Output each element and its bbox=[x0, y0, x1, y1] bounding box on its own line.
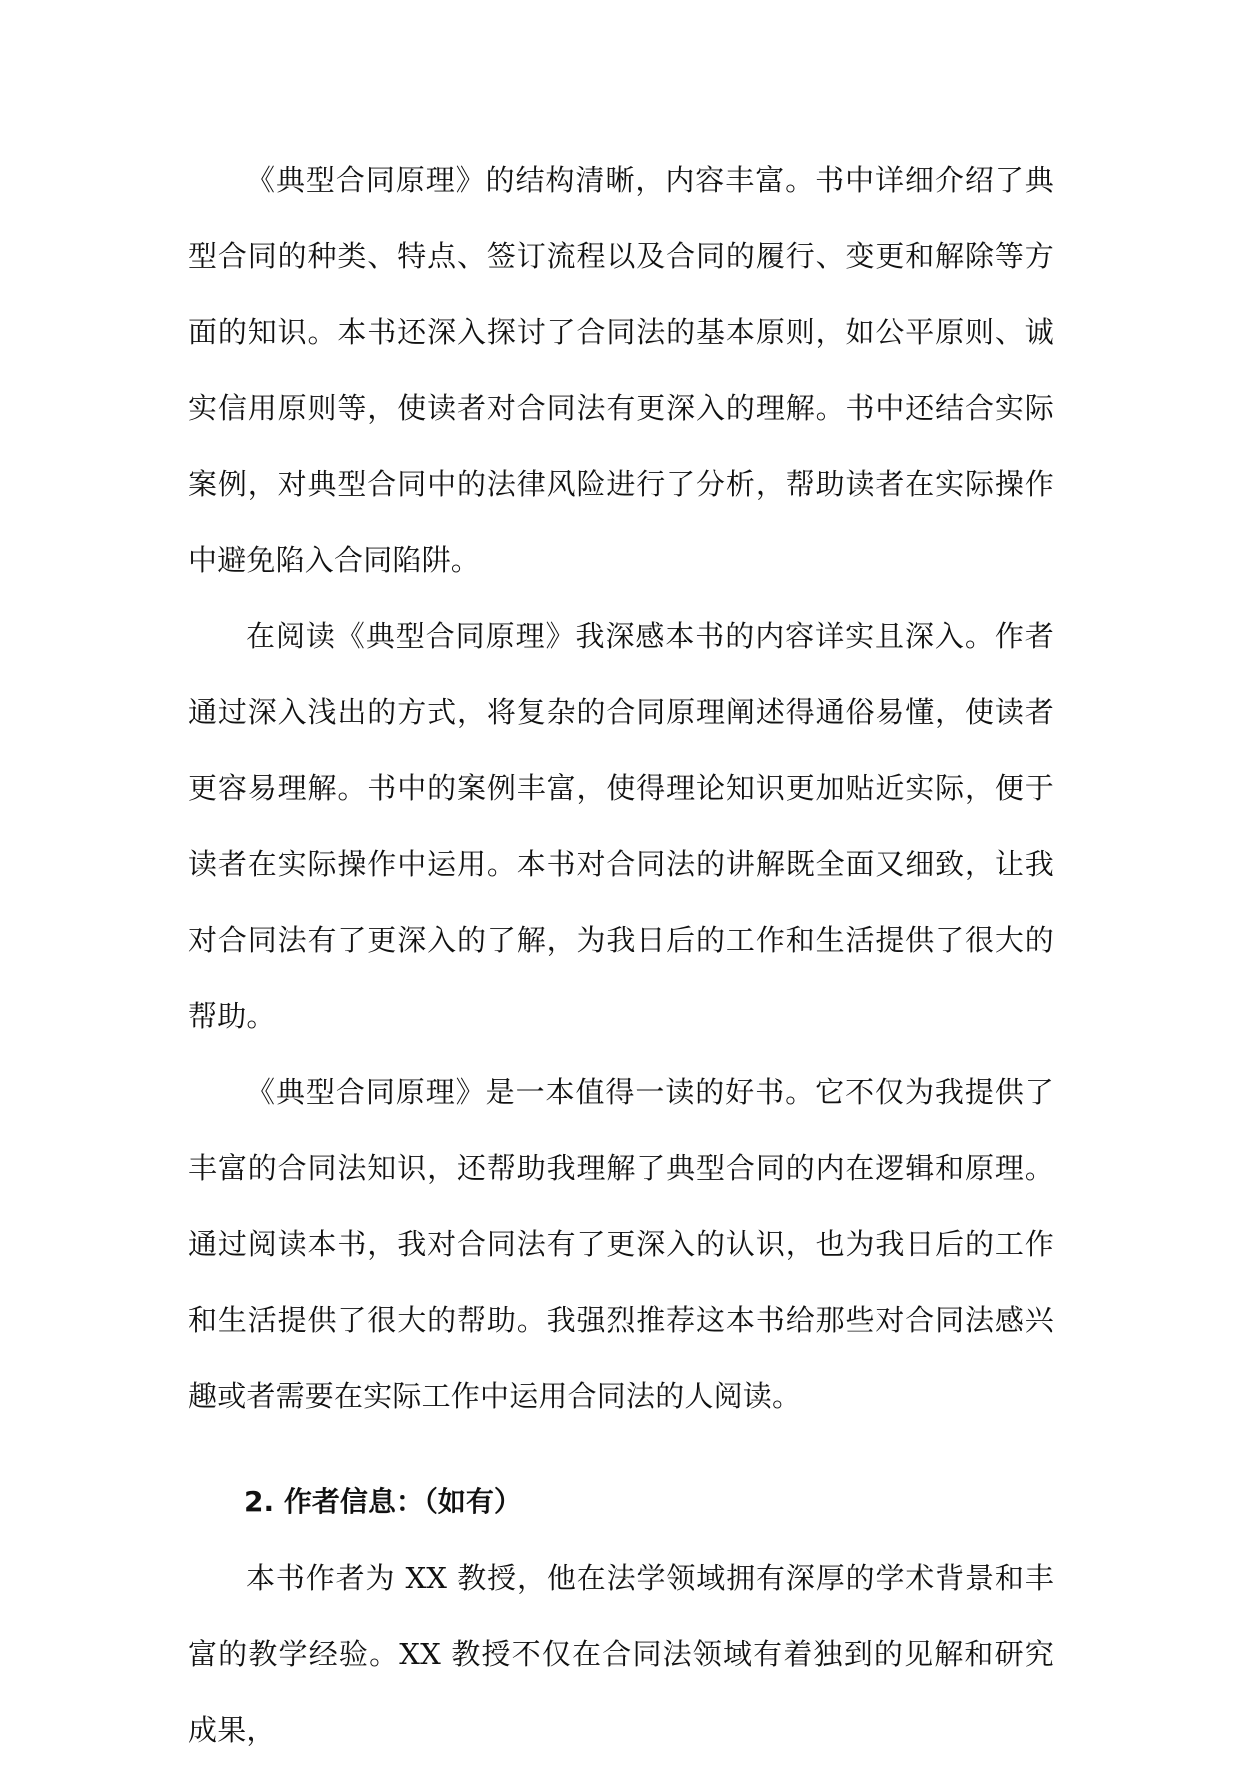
section-heading-author-info: 2. 作者信息：（如有） bbox=[244, 1485, 522, 1518]
paragraph-structure: 《典型合同原理》的结构清晰，内容丰富。书中详细介绍了典型合同的种类、特点、签订流程以及合同的履行、变更和解除等方面的知识。本书还深入探讨了合同法的基本原则，如公平原则、诚实信用原则等，使读者对合同法有更深入的理解。书中还结合实际案例，对典型合同中的法律风险进行了分析，帮助读者在实际操作中避免陷入合同陷阱。 bbox=[188, 163, 1054, 577]
paragraph-recommendation: 《典型合同原理》是一本值得一读的好书。它不仅为我提供了丰富的合同法知识，还帮助我理解了典型合同的内在逻辑和原理。通过阅读本书，我对合同法有了更深入的认识，也为我日后的工作和生活提供了很大的帮助。我强烈推荐这本书给那些对合同法感兴趣或者需要在实际工作中运用合同法的人阅读。 bbox=[188, 1075, 1054, 1413]
document-body bbox=[188, 142, 1054, 1768]
paragraph-author: 本书作者为 XX 教授，他在法学领域拥有深厚的学术背景和丰富的教学经验。XX 教授不仅在合同法领域有着独到的见解和研究成果， bbox=[188, 1561, 1054, 1747]
paragraph-reading-impression: 在阅读《典型合同原理》我深感本书的内容详实且深入。作者通过深入浅出的方式，将复杂的合同原理阐述得通俗易懂，使读者更容易理解。书中的案例丰富，使得理论知识更加贴近实际，便于读者在实际操作中运用。本书对合同法的讲解既全面又细致，让我对合同法有了更深入的了解，为我日后的工作和生活提供了很大的帮助。 bbox=[188, 619, 1054, 1033]
